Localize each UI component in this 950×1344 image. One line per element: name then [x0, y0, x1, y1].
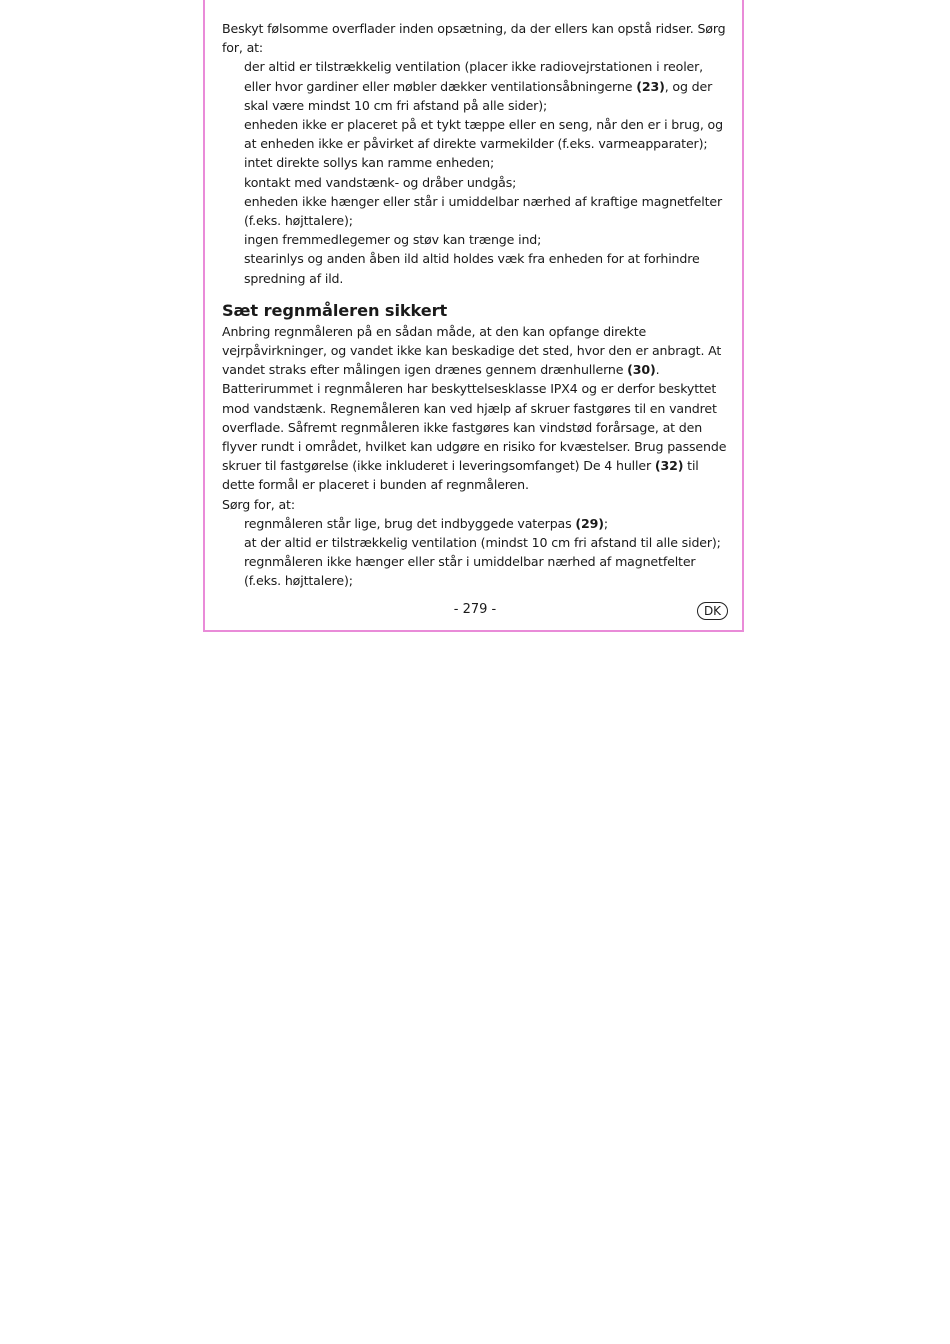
list-item: enheden ikke er placeret på et tykt tæppe eller en seng, når den er i brug, og at enheden ikke er påvirket af direkte varmekilder (f.eks. varmeapparater);	[244, 117, 723, 152]
list-item: der altid er tilstrækkelig ventilation (placer ikke radiovejrstationen i reoler, eller hvor gardiner eller møbler dækker ventilationsåbningerne (23), og der skal være mindst 10 cm fri afstand på alle sider);	[244, 59, 713, 113]
list-item: regnmåleren ikke hænger eller står i umiddelbar nærhed af magnetfelter (f.eks. højttalere);	[244, 554, 696, 589]
list-item: enheden ikke hænger eller står i umiddelbar nærhed af kraftige magnetfelter (f.eks. højttalere);	[244, 193, 722, 229]
section1-intro: Beskyt følsomme overflader inden opsætning, da der ellers kan opstå ridser. Sørg for, at:	[222, 21, 726, 56]
page-content	[222, 19, 732, 591]
list-item: ingen fremmedlegemer og støv kan trænge ind;	[244, 232, 542, 248]
list-item: intet direkte sollys kan ramme enheden;	[244, 155, 495, 171]
section1-list	[222, 57, 732, 287]
list-item: kontakt med vandstænk- og dråber undgås;	[244, 174, 517, 190]
list-item: regnmåleren står lige, brug det indbyggede vaterpas (29);	[244, 515, 608, 531]
list-item: at der altid er tilstrækkelig ventilation (mindst 10 cm fri afstand til alle sider);	[244, 535, 721, 551]
reference-number: (32)	[654, 458, 684, 474]
section2-list	[222, 514, 732, 591]
language-badge: DK	[697, 602, 728, 620]
section2-intro: Sørg for, at:	[222, 496, 295, 512]
list-item: stearinlys og anden åben ild altid holdes væk fra enheden for at forhindre spredning af ild.	[244, 251, 700, 286]
section2-paragraph-2: Batterirummet i regnmåleren har beskyttelsesklasse IPX4 og er derfor beskyttet mod vandstænk. Regnemåleren kan ved hjælp af skruer fastgøres til en vandret overflade. Såfremt regnmåleren ikke fastgøres kan vindstød forårsage, at den flyver rundt i området, hvilket kan udgøre en risiko for kvæstelser. Brug passende skruer til fastgørelse (ikke inkluderet i leveringsomfanget) De 4 huller (32) til dette formål er placeret i bunden af regnmåleren.	[222, 381, 727, 493]
reference-number: (23)	[636, 78, 665, 94]
reference-number: (29)	[575, 515, 604, 531]
page-number: - 279 -	[453, 602, 497, 617]
section2-paragraph-1: Anbring regnmåleren på en sådan måde, at den kan opfange direkte vejrpåvirkninger, og vandet ikke kan beskadige det sted, hvor den er anbragt. At vandet straks efter målingen igen drænes gennem drænhullerne (30).	[222, 323, 722, 378]
section2-heading: Sæt regnmåleren sikkert	[222, 300, 448, 320]
reference-number: (30)	[627, 362, 656, 378]
